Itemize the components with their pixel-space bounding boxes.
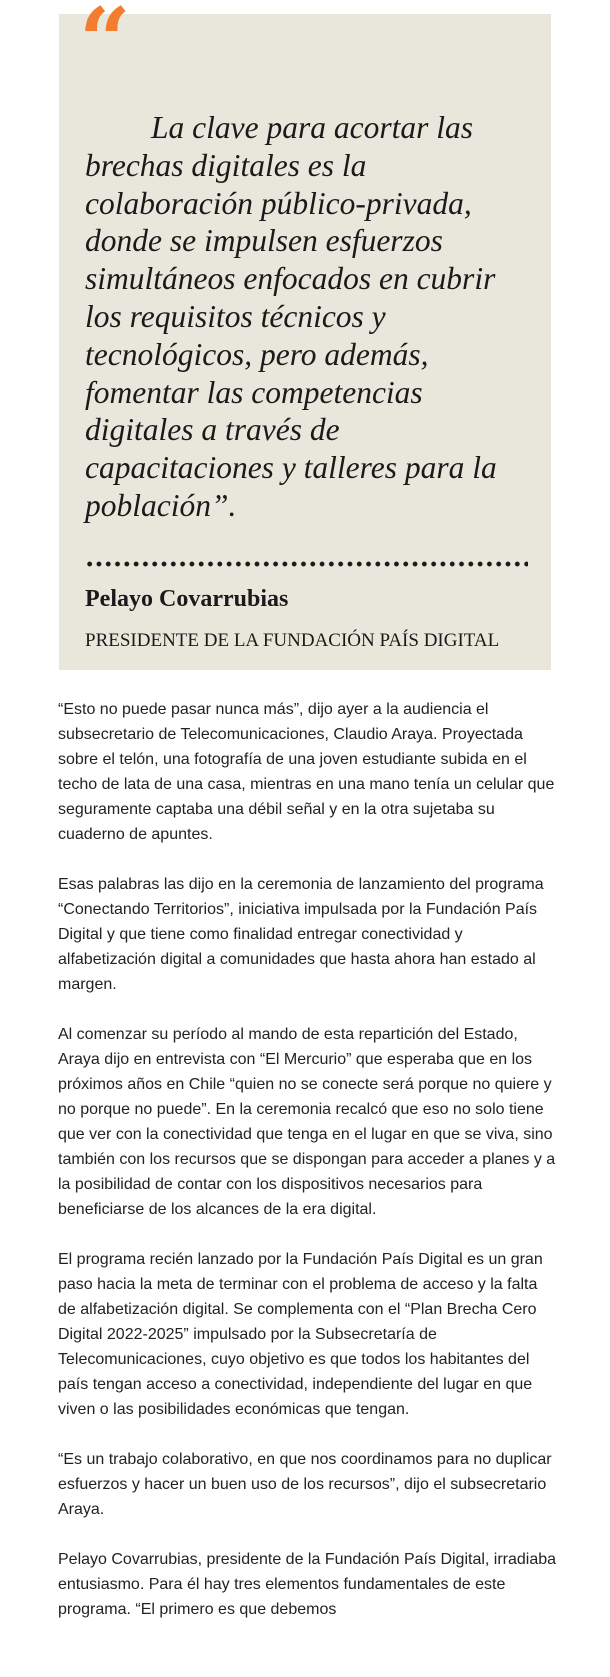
article-paragraph: Al comenzar su período al mando de esta repartición del Estado, Araya dijo en entrevista con “El Mercurio” que esperaba que en los próximos años en Chile “quien no se conecte será porque no quiere y no porque no puede”. En la ceremonia recalcó que eso no solo tiene que ver con la conectividad que tenga en el lugar en que se viva, sino también con los recursos que se dispongan para acceder a planes y a la posibilidad de contar con los dispositivos necesarios para beneficiarse de los alcances de la era digital. [58, 1026, 556, 1218]
article-paragraph: Esas palabras las dijo en la ceremonia de lanzamiento del programa “Conectando Territorios”, iniciativa impulsada por la Fundación País Digital y que tiene como finalidad entregar conectividad y alfabetización digital a comunidades que hasta ahora han estado al margen. [58, 876, 544, 993]
pull-quote [59, 0, 551, 670]
quote-mark-icon: “ [79, 0, 131, 94]
quote-text: La clave para acortar las brechas digitales es la colaboración público-privada, donde se impulsen esfuerzos simultáneos enfocados en cubrir los requisitos técnicos y tecnológicos, pero además, fomentar las competencias digitales a través de capacitaciones y talleres para la población”. [85, 110, 497, 523]
article-body [58, 697, 558, 1647]
quote-author-name: Pelayo Covarrubias [85, 586, 289, 612]
article-paragraph: Pelayo Covarrubias, presidente de la Fundación País Digital, irradiaba entusiasmo. Para él hay tres elementos fundamentales de este programa. “El primero es que debemos [58, 1551, 557, 1618]
dotted-divider [85, 561, 528, 567]
article-paragraph: “Es un trabajo colaborativo, en que nos coordinamos para no duplicar esfuerzos y hacer un buen uso de los recursos”, dijo el subsecretario Araya. [58, 1451, 552, 1518]
article-paragraph: “Esto no puede pasar nunca más”, dijo ayer a la audiencia el subsecretario de Telecomunicaciones, Claudio Araya. Proyectada sobre el telón, una fotografía de una joven estudiante subida en el techo de lata de una casa, mientras en una mano tenía un celular que seguramente captaba una débil señal y en la otra sujetaba su cuaderno de apuntes. [58, 701, 555, 843]
quote-author-role: PRESIDENTE DE LA FUNDACIÓN PAÍS DIGITAL [85, 630, 500, 651]
article-paragraph: El programa recién lanzado por la Fundación País Digital es un gran paso hacia la meta de terminar con el problema de acceso y la falta de alfabetización digital. Se complementa con el “Plan Brecha Cero Digital 2022-2025” impulsado por la Subsecretaría de Telecomunicaciones, cuyo objetivo es que todos los habitantes del país tengan acceso a conectividad, independiente del lugar en que viven o las posibilidades económicas que tengan. [58, 1251, 543, 1418]
